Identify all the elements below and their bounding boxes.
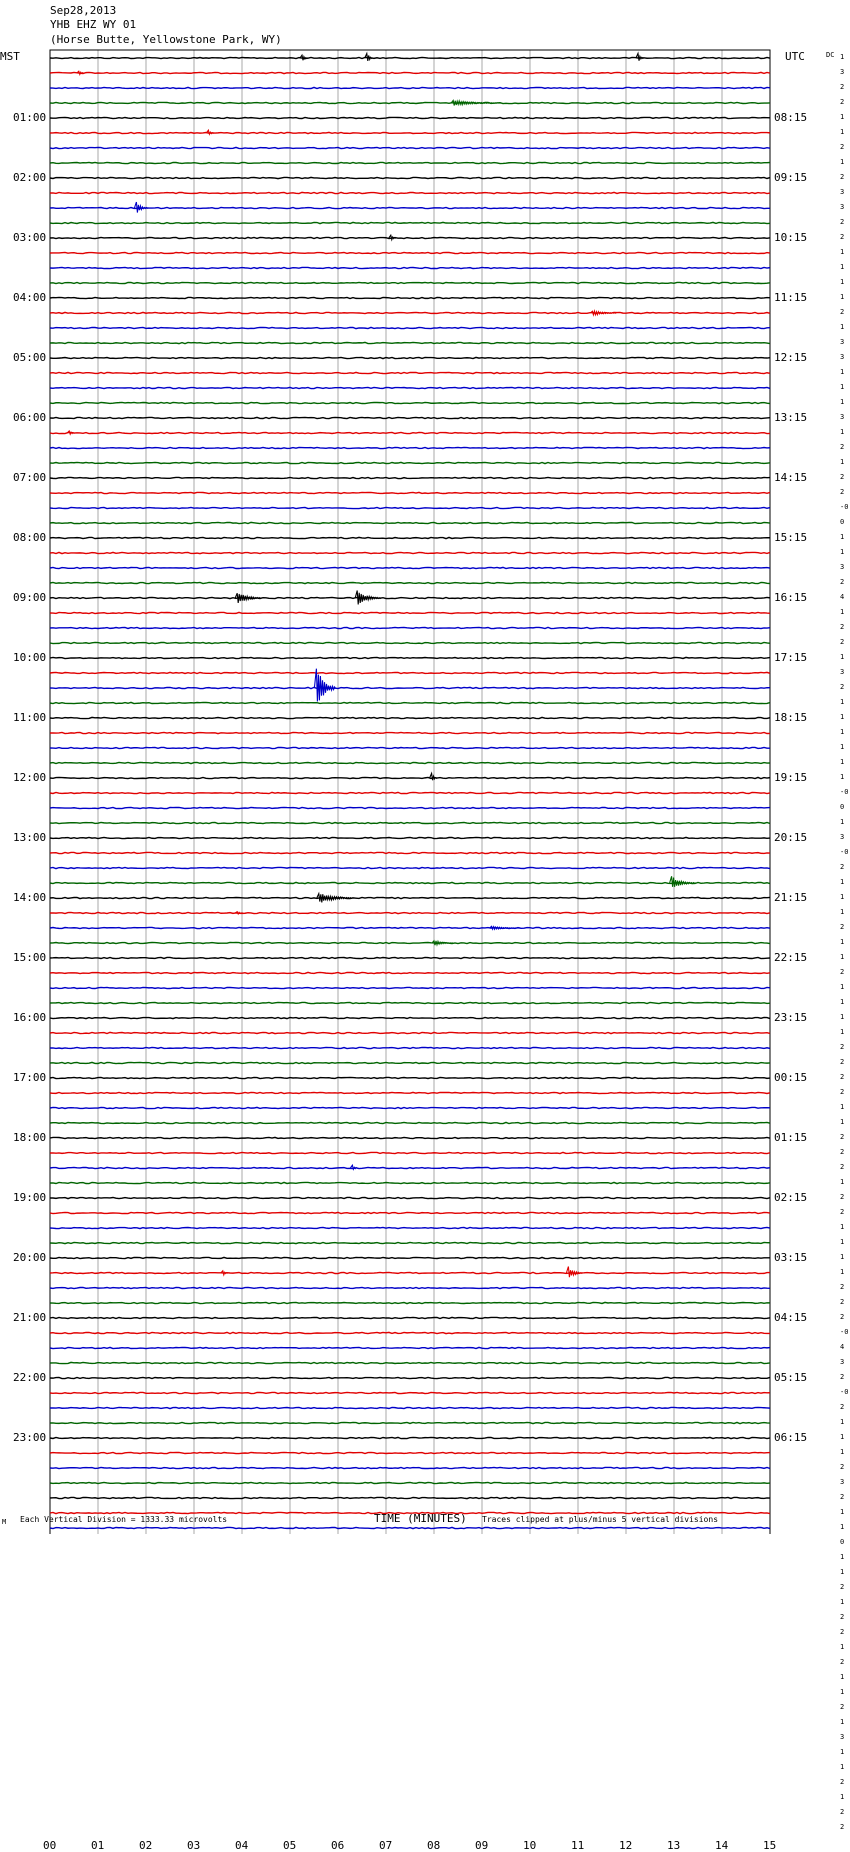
- x-tick-label: 15: [763, 1839, 777, 1852]
- dc-offset-label: 1: [840, 113, 845, 121]
- station-title: YHB EHZ WY 01: [50, 18, 137, 31]
- seismic-trace: [50, 1482, 770, 1483]
- seismic-trace: [50, 117, 770, 118]
- utc-hour-label: 22:15: [774, 951, 808, 964]
- dc-offset-label: 1: [840, 1688, 845, 1696]
- dc-offset-label: 1: [840, 1763, 845, 1771]
- dc-offset-label: 2: [840, 638, 845, 646]
- dc-offset-label: 2: [840, 473, 845, 481]
- dc-offset-label: 3: [840, 338, 845, 346]
- seismic-trace: [50, 612, 770, 613]
- dc-offset-label: 1: [840, 653, 845, 661]
- seismic-trace: [50, 1452, 770, 1453]
- seismic-trace: [50, 1407, 770, 1408]
- seismic-trace: [50, 1362, 770, 1363]
- seismic-trace: [50, 1527, 770, 1528]
- seismic-trace: [50, 1017, 770, 1018]
- dc-offset-label: 1: [840, 323, 845, 331]
- seismic-trace: [50, 912, 770, 913]
- dc-offset-label: 3: [840, 413, 845, 421]
- x-tick-label: 04: [235, 1839, 249, 1852]
- seismic-trace: [50, 312, 770, 313]
- seismic-trace: [50, 387, 770, 388]
- dc-offset-label: 1: [840, 1013, 845, 1021]
- dc-offset-label: 1: [840, 608, 845, 616]
- utc-hour-label: 10:15: [774, 231, 808, 244]
- dc-offset-label: 2: [840, 218, 845, 226]
- dc-offset-label: 1: [840, 1268, 845, 1276]
- utc-hour-label: 15:15: [774, 531, 808, 544]
- seismic-trace: [50, 792, 770, 793]
- seismic-trace: [50, 492, 770, 493]
- dc-offset-label: 1: [840, 1448, 845, 1456]
- seismic-trace: [50, 1107, 770, 1108]
- mst-hour-label: 11:00: [13, 711, 47, 724]
- dc-offset-label: 1: [840, 533, 845, 541]
- dc-offset-label: 1: [840, 1523, 845, 1531]
- seismic-trace: [50, 942, 770, 943]
- seismic-trace: [50, 522, 770, 523]
- seismic-trace: [50, 1092, 770, 1093]
- x-tick-label: 06: [331, 1839, 345, 1852]
- x-tick-label: 03: [187, 1839, 201, 1852]
- seismic-trace: [50, 297, 770, 298]
- dc-offset-label: -0: [840, 1388, 849, 1396]
- dc-offset-label: 2: [840, 83, 845, 91]
- seismic-trace: [50, 687, 770, 688]
- dc-offset-label: 1: [840, 818, 845, 826]
- x-tick-label: 12: [619, 1839, 633, 1852]
- mst-hour-label: 12:00: [13, 771, 47, 784]
- dc-offset-label: 1: [840, 1568, 845, 1576]
- seismic-trace: [50, 897, 770, 898]
- dc-offset-label: 1: [840, 293, 845, 301]
- dc-offset-label: 4: [840, 593, 845, 601]
- mst-hour-label: 21:00: [13, 1311, 47, 1324]
- dc-offset-label: 1: [840, 128, 845, 136]
- mst-hour-label: 04:00: [13, 291, 47, 304]
- utc-hour-label: 13:15: [774, 411, 808, 424]
- seismic-trace: [50, 162, 770, 163]
- seismic-trace: [50, 882, 770, 883]
- seismic-trace: [50, 192, 770, 193]
- dc-offset-label: 1: [840, 398, 845, 406]
- seismic-trace: [50, 1152, 770, 1153]
- seismic-event: [432, 941, 453, 945]
- dc-offset-label: 2: [840, 578, 845, 586]
- mst-hour-label: 05:00: [13, 351, 47, 364]
- utc-hour-label: 23:15: [774, 1011, 808, 1024]
- seismic-trace: [50, 222, 770, 223]
- x-tick-label: 05: [283, 1839, 297, 1852]
- seismic-trace: [50, 237, 770, 238]
- seismic-trace: [50, 657, 770, 658]
- dc-offset-label: 0: [840, 803, 845, 811]
- dc-offset-label: 1: [840, 1673, 845, 1681]
- seismic-trace: [50, 852, 770, 853]
- seismic-trace: [50, 1302, 770, 1303]
- utc-hour-label: 08:15: [774, 111, 808, 124]
- dc-offset-label: 2: [840, 1583, 845, 1591]
- dc-offset-label: 2: [840, 1628, 845, 1636]
- dc-offset-label: -0: [840, 788, 849, 796]
- dc-offset-label: 1: [840, 248, 845, 256]
- mst-label: MST: [0, 50, 20, 63]
- utc-hour-label: 19:15: [774, 771, 808, 784]
- dc-offset-label: 1: [840, 893, 845, 901]
- utc-label: UTC: [785, 50, 805, 63]
- date-title: Sep28,2013: [50, 4, 117, 17]
- seismic-trace: [50, 507, 770, 508]
- seismic-trace: [50, 1257, 770, 1258]
- dc-offset-label: 1: [840, 1028, 845, 1036]
- seismic-trace: [50, 717, 770, 718]
- dc-offset-label: 1: [840, 1508, 845, 1516]
- seismic-trace: [50, 1047, 770, 1048]
- x-tick-label: 13: [667, 1839, 681, 1852]
- dc-offset-label: 2: [840, 1823, 845, 1831]
- utc-hour-label: 03:15: [774, 1251, 808, 1264]
- mst-hour-label: 20:00: [13, 1251, 47, 1264]
- dc-offset-label: 2: [840, 1058, 845, 1066]
- seismic-trace: [50, 1422, 770, 1423]
- seismic-trace: [50, 747, 770, 748]
- seismic-trace: [50, 372, 770, 373]
- dc-offset-label: 1: [840, 1793, 845, 1801]
- dc-offset-label: 2: [840, 1808, 845, 1816]
- x-tick-label: 14: [715, 1839, 729, 1852]
- seismic-trace: [50, 87, 770, 88]
- seismic-trace: [50, 1287, 770, 1288]
- utc-hour-label: 21:15: [774, 891, 808, 904]
- seismic-trace: [50, 1317, 770, 1318]
- x-tick-label: 08: [427, 1839, 441, 1852]
- seismic-trace: [50, 1137, 770, 1138]
- utc-hour-label: 12:15: [774, 351, 808, 364]
- dc-offset-label: 1: [840, 548, 845, 556]
- dc-offset-label: 1: [840, 713, 845, 721]
- mst-hour-label: 22:00: [13, 1371, 47, 1384]
- dc-offset-label: 2: [840, 308, 845, 316]
- dc-offset-label: 1: [840, 1718, 845, 1726]
- seismic-trace: [50, 1182, 770, 1183]
- mst-hour-label: 16:00: [13, 1011, 47, 1024]
- dc-offset-label: 2: [840, 1073, 845, 1081]
- mst-hour-label: 09:00: [13, 591, 47, 604]
- seismic-trace: [50, 1167, 770, 1168]
- dc-offset-label: 3: [840, 668, 845, 676]
- dc-offset-label: 1: [840, 1433, 845, 1441]
- seismic-trace: [50, 822, 770, 823]
- dc-offset-label: 1: [840, 458, 845, 466]
- dc-offset-label: 1: [840, 428, 845, 436]
- seismic-trace: [50, 477, 770, 478]
- dc-offset-label: 3: [840, 68, 845, 76]
- seismic-trace: [50, 1332, 770, 1333]
- seismic-trace: [50, 1347, 770, 1348]
- seismic-trace: [50, 957, 770, 958]
- utc-hour-label: 11:15: [774, 291, 808, 304]
- x-tick-label: 00: [43, 1839, 57, 1852]
- utc-hour-label: 09:15: [774, 171, 808, 184]
- location-title: (Horse Butte, Yellowstone Park, WY): [50, 33, 282, 46]
- dc-offset-label: 3: [840, 1733, 845, 1741]
- dc-offset-label: -0: [840, 1328, 849, 1336]
- dc-offset-label: 1: [840, 1418, 845, 1426]
- seismic-trace: [50, 1497, 770, 1498]
- x-tick-label: 07: [379, 1839, 393, 1852]
- dc-offset-label: 1: [840, 743, 845, 751]
- seismic-trace: [50, 1122, 770, 1123]
- dc-offset-label: 1: [840, 1253, 845, 1261]
- mst-hour-label: 13:00: [13, 831, 47, 844]
- dc-offset-label: 1: [840, 1643, 845, 1651]
- dc-offset-label: 1: [840, 278, 845, 286]
- seismic-trace: [50, 762, 770, 763]
- dc-offset-label: 2: [840, 173, 845, 181]
- dc-offset-label: 2: [840, 1313, 845, 1321]
- mst-hour-label: 07:00: [13, 471, 47, 484]
- utc-hour-label: 14:15: [774, 471, 808, 484]
- seismic-trace: [50, 447, 770, 448]
- dc-offset-label: 1: [840, 953, 845, 961]
- mst-hour-label: 18:00: [13, 1131, 47, 1144]
- dc-offset-label: 2: [840, 1493, 845, 1501]
- dc-offset-label: 2: [840, 1283, 845, 1291]
- dc-offset-label: -0: [840, 848, 849, 856]
- dc-offset-label: 1: [840, 698, 845, 706]
- seismic-trace: [50, 1272, 770, 1273]
- dc-offset-label: 1: [840, 1598, 845, 1606]
- seismic-event: [636, 53, 644, 60]
- dc-offset-label: 1: [840, 773, 845, 781]
- seismic-trace: [50, 1437, 770, 1438]
- seismic-trace: [50, 1002, 770, 1003]
- seismic-event: [590, 311, 616, 315]
- utc-hour-label: 17:15: [774, 651, 808, 664]
- seismic-trace: [50, 537, 770, 538]
- seismic-trace: [50, 1242, 770, 1243]
- dc-offset-label: 2: [840, 1298, 845, 1306]
- utc-hour-label: 01:15: [774, 1131, 808, 1144]
- dc-offset-label: 1: [840, 1238, 845, 1246]
- seismic-trace: [50, 807, 770, 808]
- dc-offset-label: 3: [840, 1358, 845, 1366]
- seismic-trace: [50, 1467, 770, 1468]
- dc-offset-label: 2: [840, 923, 845, 931]
- dc-offset-label: 2: [840, 1703, 845, 1711]
- seismic-trace: [50, 1062, 770, 1063]
- dc-offset-label: 1: [840, 1103, 845, 1111]
- dc-offset-label: 2: [840, 443, 845, 451]
- seismic-event: [566, 1267, 582, 1278]
- seismic-trace: [50, 342, 770, 343]
- mst-hour-label: 03:00: [13, 231, 47, 244]
- seismic-trace: [50, 1392, 770, 1393]
- seismic-trace: [50, 1032, 770, 1033]
- dc-offset-label: 2: [840, 1133, 845, 1141]
- seismic-trace: [50, 327, 770, 328]
- mst-hour-label: 15:00: [13, 951, 47, 964]
- seismic-trace: [50, 267, 770, 268]
- utc-hour-label: 04:15: [774, 1311, 808, 1324]
- mst-hour-label: 01:00: [13, 111, 47, 124]
- dc-offset-label: 2: [840, 1463, 845, 1471]
- dc-offset-label: 2: [840, 143, 845, 151]
- dc-offset-label: 1: [840, 263, 845, 271]
- x-tick-label: 11: [571, 1839, 585, 1852]
- dc-offset-label: 2: [840, 1043, 845, 1051]
- seismic-trace: [50, 207, 770, 208]
- corner-mark: M: [2, 1518, 7, 1526]
- dc-offset-label: 0: [840, 518, 845, 526]
- dc-offset-label: 2: [840, 1148, 845, 1156]
- seismic-trace: [50, 1077, 770, 1078]
- seismic-trace: [50, 867, 770, 868]
- seismic-trace: [50, 1227, 770, 1228]
- dc-offset-label: 4: [840, 1343, 845, 1351]
- seismic-trace: [50, 672, 770, 673]
- dc-offset-label: 3: [840, 353, 845, 361]
- dc-offset-label: 1: [840, 1223, 845, 1231]
- dc-offset-label: 1: [840, 983, 845, 991]
- dc-offset-label: 1: [840, 53, 845, 61]
- seismic-trace: [50, 837, 770, 838]
- dc-offset-label: 2: [840, 233, 845, 241]
- seismic-trace: [50, 402, 770, 403]
- dc-offset-label: 2: [840, 1658, 845, 1666]
- seismic-trace: [50, 567, 770, 568]
- mst-hour-label: 17:00: [13, 1071, 47, 1084]
- dc-offset-label: 2: [840, 1373, 845, 1381]
- utc-hour-label: 00:15: [774, 1071, 808, 1084]
- mst-hour-label: 02:00: [13, 171, 47, 184]
- clip-note: Traces clipped at plus/minus 5 vertical divisions: [482, 1515, 719, 1524]
- dc-offset-label: 0: [840, 1538, 845, 1546]
- seismic-trace: [50, 972, 770, 973]
- utc-hour-label: 16:15: [774, 591, 808, 604]
- dc-offset-label: 1: [840, 728, 845, 736]
- utc-hour-label: 02:15: [774, 1191, 808, 1204]
- dc-offset-label: 1: [840, 1748, 845, 1756]
- seismic-trace: [50, 432, 770, 433]
- seismic-trace: [50, 597, 770, 598]
- dc-offset-label: 1: [840, 368, 845, 376]
- mst-hour-label: 23:00: [13, 1431, 47, 1444]
- dc-offset-label: 2: [840, 623, 845, 631]
- dc-offset-label: 3: [840, 563, 845, 571]
- utc-hour-label: 18:15: [774, 711, 808, 724]
- mst-hour-label: 10:00: [13, 651, 47, 664]
- mst-hour-label: 08:00: [13, 531, 47, 544]
- dc-offset-label: 2: [840, 1208, 845, 1216]
- x-tick-label: 02: [139, 1839, 153, 1852]
- seismic-trace: [50, 582, 770, 583]
- x-tick-label: 09: [475, 1839, 489, 1852]
- seismic-event: [235, 593, 261, 603]
- dc-offset-label: 2: [840, 1403, 845, 1411]
- mst-hour-label: 19:00: [13, 1191, 47, 1204]
- seismic-trace: [50, 1212, 770, 1213]
- dc-offset-label: 2: [840, 1163, 845, 1171]
- mst-hour-label: 14:00: [13, 891, 47, 904]
- dc-offset-label: 2: [840, 1778, 845, 1786]
- seismic-trace: [50, 57, 770, 58]
- dc-label: DC: [826, 51, 835, 59]
- seismic-trace: [50, 777, 770, 778]
- dc-offset-label: 2: [840, 1193, 845, 1201]
- seismic-trace: [50, 627, 770, 628]
- dc-offset-label: 1: [840, 383, 845, 391]
- seismic-trace: [50, 642, 770, 643]
- seismic-trace: [50, 702, 770, 703]
- dc-offset-label: 3: [840, 833, 845, 841]
- mst-hour-label: 06:00: [13, 411, 47, 424]
- x-tick-label: 10: [523, 1839, 537, 1852]
- dc-offset-label: 1: [840, 1118, 845, 1126]
- seismic-event: [317, 894, 353, 903]
- seismic-trace: [50, 732, 770, 733]
- dc-offset-label: 1: [840, 998, 845, 1006]
- utc-hour-label: 05:15: [774, 1371, 808, 1384]
- seismic-trace: [50, 1377, 770, 1378]
- dc-offset-label: 2: [840, 1613, 845, 1621]
- seismic-event: [67, 431, 75, 434]
- seismic-trace: [50, 552, 770, 553]
- dc-offset-label: 1: [840, 908, 845, 916]
- dc-offset-label: 1: [840, 1553, 845, 1561]
- seismic-trace: [50, 462, 770, 463]
- seismic-trace: [50, 927, 770, 928]
- utc-hour-label: 20:15: [774, 831, 808, 844]
- dc-offset-label: 2: [840, 968, 845, 976]
- dc-offset-label: 2: [840, 98, 845, 106]
- dc-offset-label: 3: [840, 188, 845, 196]
- seismic-trace: [50, 72, 770, 73]
- dc-offset-label: 2: [840, 488, 845, 496]
- dc-offset-label: 3: [840, 1478, 845, 1486]
- dc-offset-label: 1: [840, 158, 845, 166]
- seismic-trace: [50, 1197, 770, 1198]
- dc-offset-label: 2: [840, 1088, 845, 1096]
- seismic-trace: [50, 177, 770, 178]
- seismic-trace: [50, 252, 770, 253]
- dc-offset-label: 1: [840, 878, 845, 886]
- seismic-trace: [50, 417, 770, 418]
- dc-offset-label: 1: [840, 1178, 845, 1186]
- dc-offset-label: 2: [840, 863, 845, 871]
- x-tick-label: 01: [91, 1839, 105, 1852]
- x-axis-title: TIME (MINUTES): [374, 1512, 467, 1525]
- seismic-trace: [50, 102, 770, 103]
- seismic-trace: [50, 987, 770, 988]
- seismic-trace: [50, 357, 770, 358]
- dc-offset-label: 1: [840, 758, 845, 766]
- dc-offset-label: 1: [840, 938, 845, 946]
- seismic-event: [451, 100, 501, 105]
- dc-offset-label: -0: [840, 503, 849, 511]
- seismic-trace: [50, 282, 770, 283]
- dc-offset-label: 3: [840, 203, 845, 211]
- dc-offset-label: 2: [840, 683, 845, 691]
- seismic-trace: [50, 147, 770, 148]
- seismic-trace: [50, 132, 770, 133]
- scale-note: Each Vertical Division = 1333.33 microvolts: [20, 1515, 228, 1524]
- utc-hour-label: 06:15: [774, 1431, 808, 1444]
